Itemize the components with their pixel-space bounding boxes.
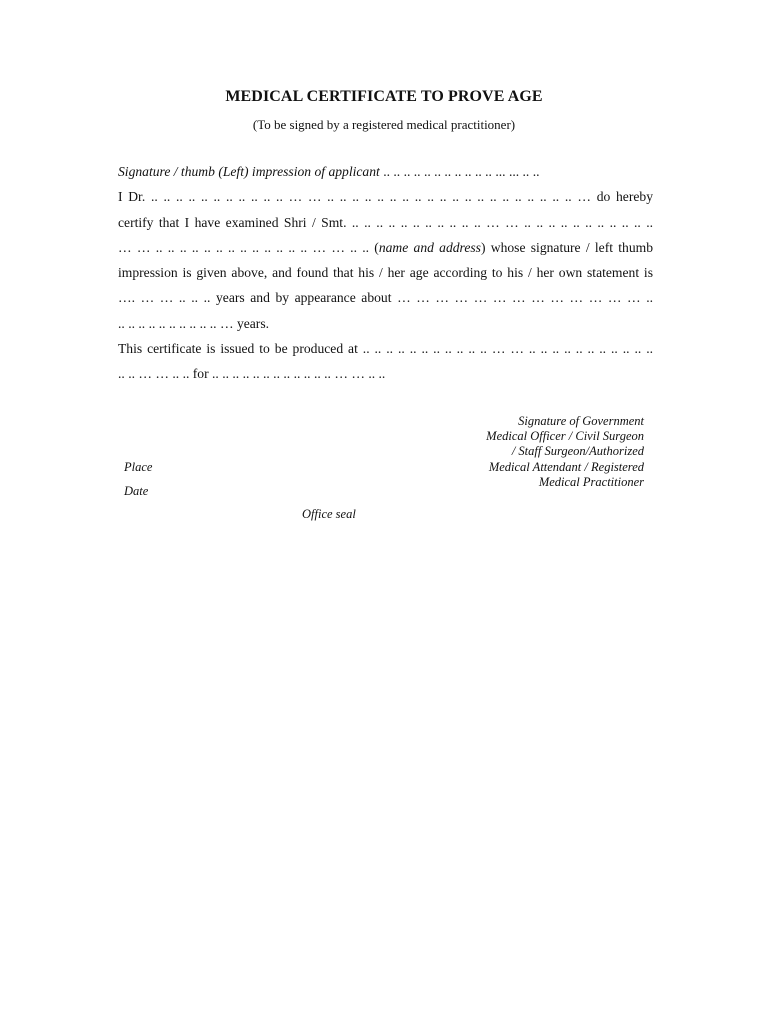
page-subtitle: (To be signed by a registered medical practitioner) [252, 117, 516, 132]
doctor-name-line: I Dr. .. .. .. .. .. .. .. .. .. .. .. … … .. .. .. .. .. .. .. .. .. .. .. .. .. .. .. .. .. .. .. .. … do hereby [118, 189, 653, 205]
signature-line-3: / Staff Surgeon/Authorized [511, 444, 644, 459]
office-seal-label: Office seal [302, 507, 356, 521]
name-address-tail: ) whose signature / left thumb [480, 239, 653, 255]
age-years-line: …. … … .. .. .. years and by appearance about … … … … … … … … … … … … … .. [118, 290, 653, 306]
applicant-signature-line [118, 159, 653, 184]
age-statement-line: impression is given above, and found that his / her age according to his / her own statement is [118, 265, 653, 281]
appearance-years-line: .. .. .. .. .. .. .. .. .. .. … years. [118, 315, 270, 331]
signature-line-4: Medical Attendant / Registered [488, 459, 644, 474]
name-address-hint: name and address [378, 239, 481, 255]
signature-line-2: Medical Officer / Civil Surgeon [486, 429, 644, 444]
signature-line-5: Medical Practitioner [538, 474, 644, 489]
name-address-line [118, 235, 653, 260]
produced-at-line: This certificate is issued to be produced at .. .. .. .. .. .. .. .. .. .. .. … … .. .. .. .. .. .. .. .. .. .. .. [118, 341, 653, 357]
name-address-blank: … … .. .. .. .. .. .. .. .. .. .. .. .. .. … … .. .. ( [118, 239, 379, 255]
date-label: Date [124, 484, 149, 498]
place-label: Place [124, 460, 153, 474]
page-title: MEDICAL CERTIFICATE TO PROVE AGE [225, 88, 543, 105]
purpose-line: .. .. … … .. .. for .. .. .. .. .. .. .. .. .. .. .. .. … … .. .. [118, 366, 386, 382]
certificate-body [118, 159, 653, 387]
signature-line-1: Signature of Government [518, 414, 644, 428]
examined-person-line: certify that I have examined Shri / Smt. .. .. .. .. .. .. .. .. .. .. .. … … .. .. .. .. .. .. .. .. .. .. .. [118, 214, 653, 230]
signature-block [486, 414, 644, 490]
applicant-signature-blank: .. .. .. .. .. .. .. .. .. .. .. ... ... .. .. [379, 164, 540, 179]
applicant-signature-label: Signature / thumb (Left) impression of applicant [118, 164, 380, 179]
